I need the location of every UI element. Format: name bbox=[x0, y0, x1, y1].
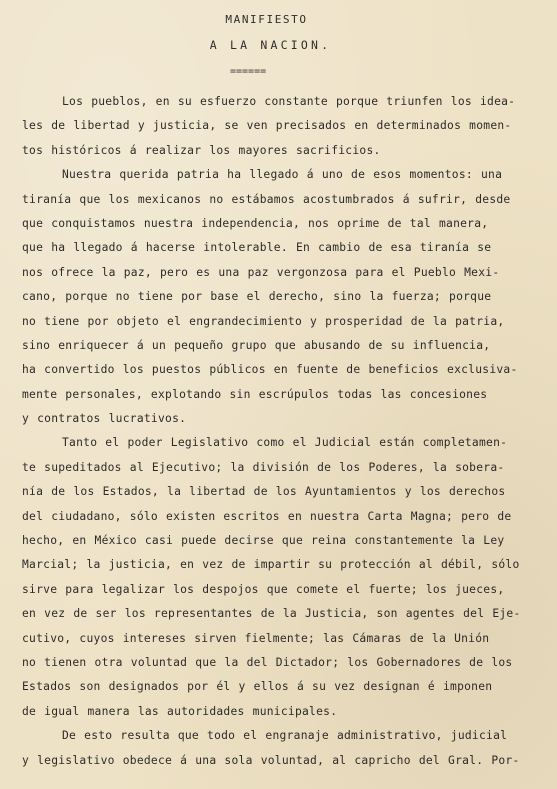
text-line: les de libertad y justicia, se ven precisados en determinados momen- bbox=[22, 119, 512, 133]
text-line: Tanto el poder Legislativo como el Judicial están completamen- bbox=[62, 436, 508, 450]
text-line: te supeditados al Ejecutivo; la división de los Poderes, la sobera- bbox=[22, 460, 505, 474]
text-line: De esto resulta que todo el engranaje administrativo, judicial bbox=[62, 729, 508, 743]
text-line: mente personales, explotando sin escrúpulos todas las concesiones bbox=[22, 387, 488, 401]
paragraph-4 bbox=[22, 724, 547, 773]
text-line: y contratos lucrativos. bbox=[22, 412, 187, 426]
paragraph-1 bbox=[22, 90, 547, 163]
text-line: Marcial; la justicia, en vez de impartir su protección al débil, sólo bbox=[22, 558, 520, 572]
text-line: ha convertido los puestos públicos en fuente de beneficios exclusiva- bbox=[22, 363, 518, 377]
title-separator: ====== bbox=[230, 66, 267, 77]
text-line: Nuestra querida patria ha llegado á uno de esos momentos: una bbox=[62, 168, 503, 182]
paragraph-2 bbox=[22, 163, 547, 431]
text-line: que conquistamos nuestra independencia, nos oprime de tal manera, bbox=[22, 216, 489, 230]
text-line: cano, porque no tiene por base el derecho, sino la fuerza; porque bbox=[22, 290, 492, 304]
text-line: nía de los Estados, la libertad de los Ayuntamientos y los derechos bbox=[22, 485, 506, 499]
text-line: tiranía que los mexicanos no estábamos acostumbrados á sufrir, desde bbox=[22, 192, 511, 206]
text-line: hecho, en México casi puede decirse que reina constantemente la Ley bbox=[22, 534, 505, 548]
text-line: sirve para legalizar los despojos que comete el fuerte; los jueces, bbox=[22, 582, 505, 596]
text-line: del ciudadano, sólo existen escritos en nuestra Carta Magna; pero de bbox=[22, 509, 512, 523]
text-line: y legislativo obedece á una sola voluntad, al capricho del Gral. Por- bbox=[22, 753, 520, 767]
text-line: sino enriquecer á un pequeño grupo que abusando de su influencia, bbox=[22, 338, 491, 352]
text-line: no tiene por objeto el engrandecimiento y prosperidad de la patria, bbox=[22, 314, 505, 328]
text-line: en vez de ser los representantes de la Justicia, son agentes del Eje- bbox=[22, 607, 521, 621]
manifesto-body bbox=[22, 90, 547, 773]
text-line: de igual manera las autoridades municipales. bbox=[22, 704, 338, 718]
text-line: Los pueblos, en su esfuerzo constante porque triunfen los idea- bbox=[62, 95, 516, 108]
text-line: cutivo, cuyos intereses sirven fielmente; las Cámaras de la Unión bbox=[22, 631, 490, 645]
document-subtitle: A LA NACION. bbox=[209, 38, 332, 52]
text-line: que ha llegado á hacerse intolerable. En cambio de esa tiranía se bbox=[22, 241, 492, 255]
text-line: tos históricos á realizar los mayores sacrificios. bbox=[22, 143, 381, 157]
document-title: MANIFIESTO bbox=[225, 13, 308, 26]
text-line: no tienen otra voluntad que la del Dictador; los Gobernadores de los bbox=[22, 655, 513, 669]
paragraph-3 bbox=[22, 431, 547, 724]
text-line: nos ofrece la paz, pero es una paz vergonzosa para el Pueblo Mexi- bbox=[22, 265, 500, 279]
text-line: Estados son designados por él y ellos á su vez designan é imponen bbox=[22, 680, 493, 694]
